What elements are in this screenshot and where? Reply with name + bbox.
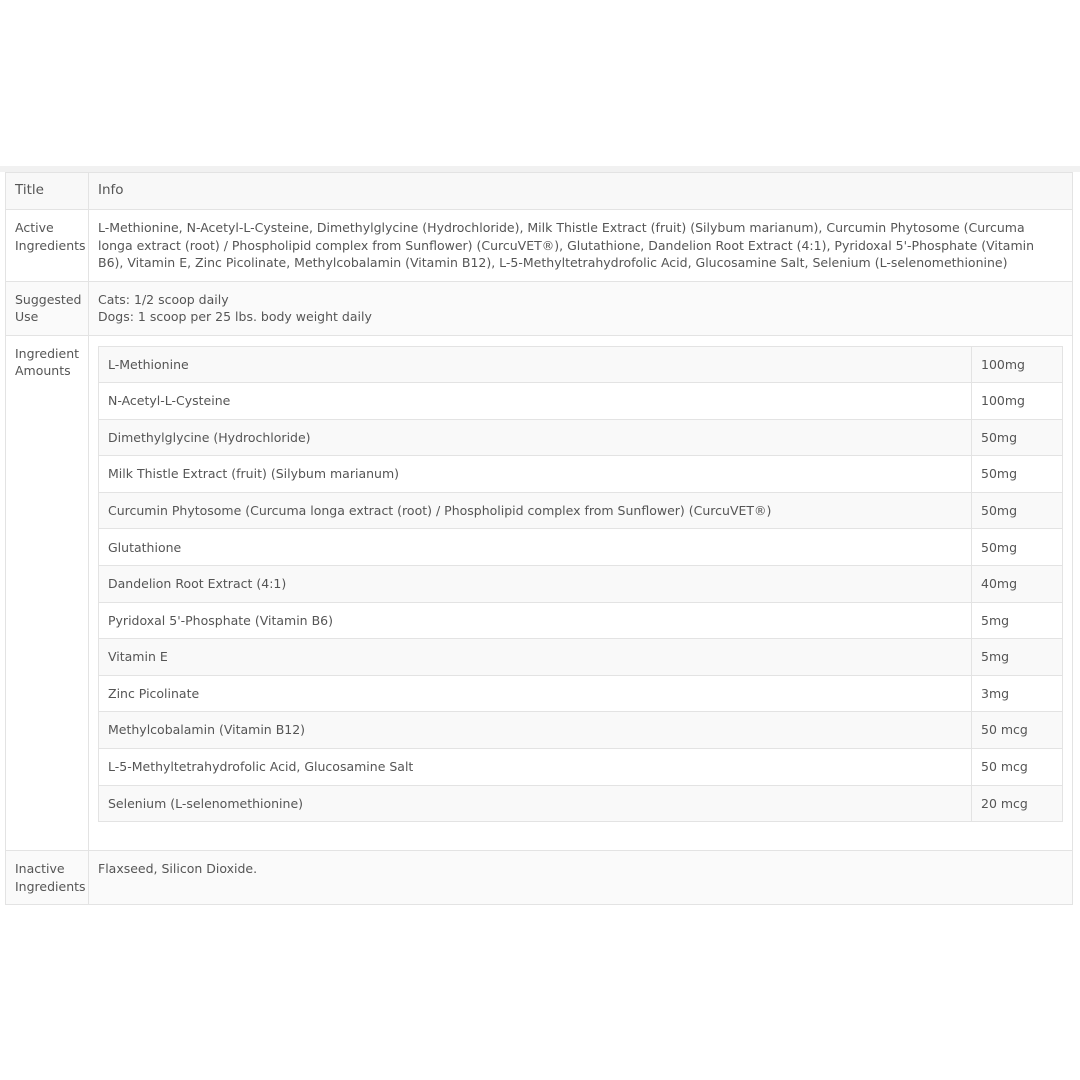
ingredient-amount-row	[99, 383, 1063, 420]
column-header-title: Title	[6, 173, 89, 210]
ingredient-name: Dimethylglycine (Hydrochloride)	[99, 419, 972, 456]
ingredient-amount: 5mg	[972, 639, 1063, 676]
active-ingredients-text: L-Methionine, N-Acetyl-L-Cysteine, Dimethylglycine (Hydrochloride), Milk Thistle Extract (fruit) (Silybum marianum), Curcumin Phytosome (Curcuma longa extract (root) / Phospholipid complex from Sunflower) (CurcuVET®), Glutathione, Dandelion Root Extract (4:1), Pyridoxal 5'-Phosphate (Vitamin B6), Vitamin E, Zinc Picolinate, Methylcobalamin (Vitamin B12), L-5-Methyltetrahydrofolic Acid, Glucosamine Salt, Selenium (L-selenomethionine)	[89, 210, 1073, 282]
ingredient-name: Zinc Picolinate	[99, 675, 972, 712]
suggested-use-row	[6, 281, 1073, 335]
ingredient-amount: 3mg	[972, 675, 1063, 712]
ingredient-name: L-5-Methyltetrahydrofolic Acid, Glucosamine Salt	[99, 749, 972, 786]
ingredient-name: N-Acetyl-L-Cysteine	[99, 383, 972, 420]
ingredient-amount: 50mg	[972, 492, 1063, 529]
ingredient-amounts-table	[98, 346, 1063, 823]
ingredient-amounts-row	[6, 335, 1073, 851]
ingredient-amount: 40mg	[972, 566, 1063, 603]
active-ingredients-label: Active Ingredients	[6, 210, 89, 282]
ingredient-amounts-cell	[89, 335, 1073, 851]
ingredient-amounts-label: Ingredient Amounts	[6, 335, 89, 851]
ingredient-amount-row	[99, 346, 1063, 383]
ingredient-amount: 50mg	[972, 456, 1063, 493]
ingredient-name: Milk Thistle Extract (fruit) (Silybum marianum)	[99, 456, 972, 493]
ingredient-amount-row	[99, 492, 1063, 529]
ingredient-amount-row	[99, 529, 1063, 566]
ingredient-name: Glutathione	[99, 529, 972, 566]
ingredient-name: Pyridoxal 5'-Phosphate (Vitamin B6)	[99, 602, 972, 639]
ingredient-amount: 100mg	[972, 346, 1063, 383]
ingredient-amount: 20 mcg	[972, 785, 1063, 822]
ingredient-amount-row	[99, 566, 1063, 603]
ingredient-amount: 50 mcg	[972, 749, 1063, 786]
inactive-ingredients-text: Flaxseed, Silicon Dioxide.	[89, 851, 1073, 905]
suggested-use-dogs: Dogs: 1 scoop per 25 lbs. body weight daily	[98, 309, 372, 324]
ingredient-amount-row	[99, 456, 1063, 493]
table-header-row	[6, 173, 1073, 210]
ingredient-amount-row	[99, 675, 1063, 712]
suggested-use-cats: Cats: 1/2 scoop daily	[98, 291, 229, 307]
column-header-info: Info	[89, 173, 1073, 210]
ingredient-amount: 5mg	[972, 602, 1063, 639]
ingredient-amount: 50mg	[972, 419, 1063, 456]
ingredient-amount: 50mg	[972, 529, 1063, 566]
ingredient-amount-row	[99, 712, 1063, 749]
ingredient-amount-row	[99, 749, 1063, 786]
ingredient-amount-row	[99, 639, 1063, 676]
ingredient-amount: 50 mcg	[972, 712, 1063, 749]
ingredient-name: L-Methionine	[99, 346, 972, 383]
ingredient-name: Curcumin Phytosome (Curcuma longa extract (root) / Phospholipid complex from Sunflower) (CurcuVET®)	[99, 492, 972, 529]
ingredient-name: Selenium (L-selenomethionine)	[99, 785, 972, 822]
suggested-use-text	[89, 281, 1073, 335]
ingredient-amount-row	[99, 419, 1063, 456]
ingredient-name: Vitamin E	[99, 639, 972, 676]
active-ingredients-row	[6, 210, 1073, 282]
suggested-use-label: Suggested Use	[6, 281, 89, 335]
ingredient-amount: 100mg	[972, 383, 1063, 420]
ingredient-name: Methylcobalamin (Vitamin B12)	[99, 712, 972, 749]
inactive-ingredients-row	[6, 851, 1073, 905]
ingredient-name: Dandelion Root Extract (4:1)	[99, 566, 972, 603]
inactive-ingredients-label: Inactive Ingredients	[6, 851, 89, 905]
ingredient-amount-row	[99, 602, 1063, 639]
ingredient-amount-row	[99, 785, 1063, 822]
product-info-table	[5, 172, 1073, 905]
